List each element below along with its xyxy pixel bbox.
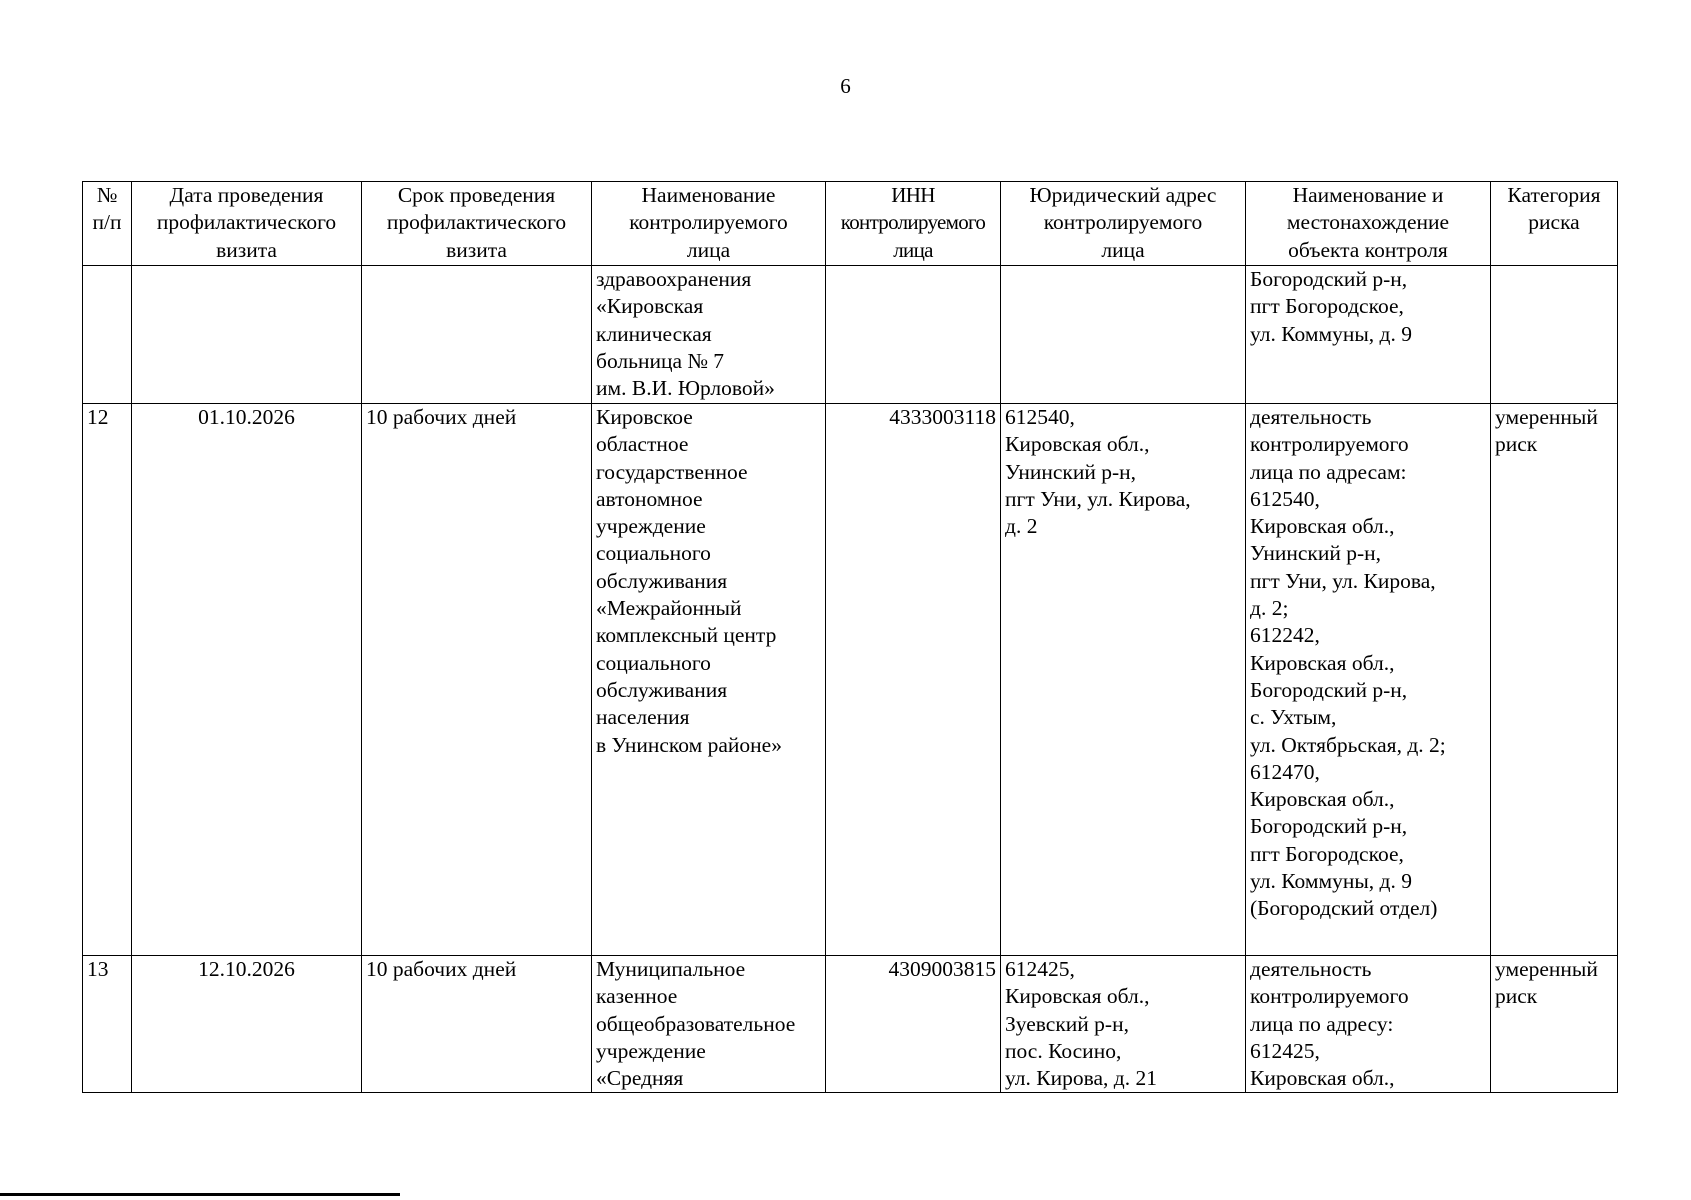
cell-term: 10 рабочих дней [362,956,592,1093]
header-inn: ИНН контролируемого лица [826,182,1001,266]
cell-date: 01.10.2026 [132,404,362,956]
cell-control-object: деятельность контролируемого лица по адресам: 612540, Кировская обл., Унинский р-н, пгт Уни, ул. Кирова, д. 2; 612242, Кировская обл., Богородский р-н, с. Ухтым, ул. Октябрьская, д. 2; 612470, Кировская обл., Богородский р-н, пгт Богородское, ул. Коммуны, д. 9 (Богородский отдел) [1246,404,1491,956]
table-row [83,404,1618,956]
cell-date [132,266,362,404]
cell-entity-name: Кировское областное государственное автономное учреждение социального обслуживания «Межрайонный комплексный центр социального обслуживания населения в Унинском районе» [592,404,826,956]
cell-legal-address [1001,266,1246,404]
table-row-continuation [83,266,1618,404]
table-header-row [83,182,1618,266]
header-risk-category: Категория риска [1491,182,1618,266]
cell-date: 12.10.2026 [132,956,362,1093]
cell-term: 10 рабочих дней [362,404,592,956]
cell-control-object: деятельность контролируемого лица по адресу: 612425, Кировская обл., [1246,956,1491,1093]
cell-inn: 4333003118 [826,404,1001,956]
cell-inn: 4309003815 [826,956,1001,1093]
inspection-schedule-table [82,181,1618,1093]
header-number: № п/п [83,182,132,266]
header-legal-address: Юридический адрес контролируемого лица [1001,182,1246,266]
header-control-object: Наименование и местонахождение объекта контроля [1246,182,1491,266]
cell-number: 12 [83,404,132,956]
cell-entity-name: здравоохранения «Кировская клиническая больница № 7 им. В.И. Юрловой» [592,266,826,404]
header-visit-term: Срок проведения профилактического визита [362,182,592,266]
header-visit-date: Дата проведения профилактического визита [132,182,362,266]
cell-number: 13 [83,956,132,1093]
cell-number [83,266,132,404]
cell-term [362,266,592,404]
cell-risk: умеренный риск [1491,404,1618,956]
page-number: 6 [840,74,851,98]
table-row [83,956,1618,1093]
cell-entity-name: Муниципальное казенное общеобразовательное учреждение «Средняя [592,956,826,1093]
cell-control-object: Богородский р-н, пгт Богородское, ул. Коммуны, д. 9 [1246,266,1491,404]
cell-legal-address: 612540, Кировская обл., Унинский р-н, пгт Уни, ул. Кирова, д. 2 [1001,404,1246,956]
cell-inn [826,266,1001,404]
cell-risk: умеренный риск [1491,956,1618,1093]
cell-legal-address: 612425, Кировская обл., Зуевский р-н, пос. Косино, ул. Кирова, д. 21 [1001,956,1246,1093]
bottom-edge-rule [0,1193,400,1196]
header-entity-name: Наименование контролируемого лица [592,182,826,266]
cell-risk [1491,266,1618,404]
